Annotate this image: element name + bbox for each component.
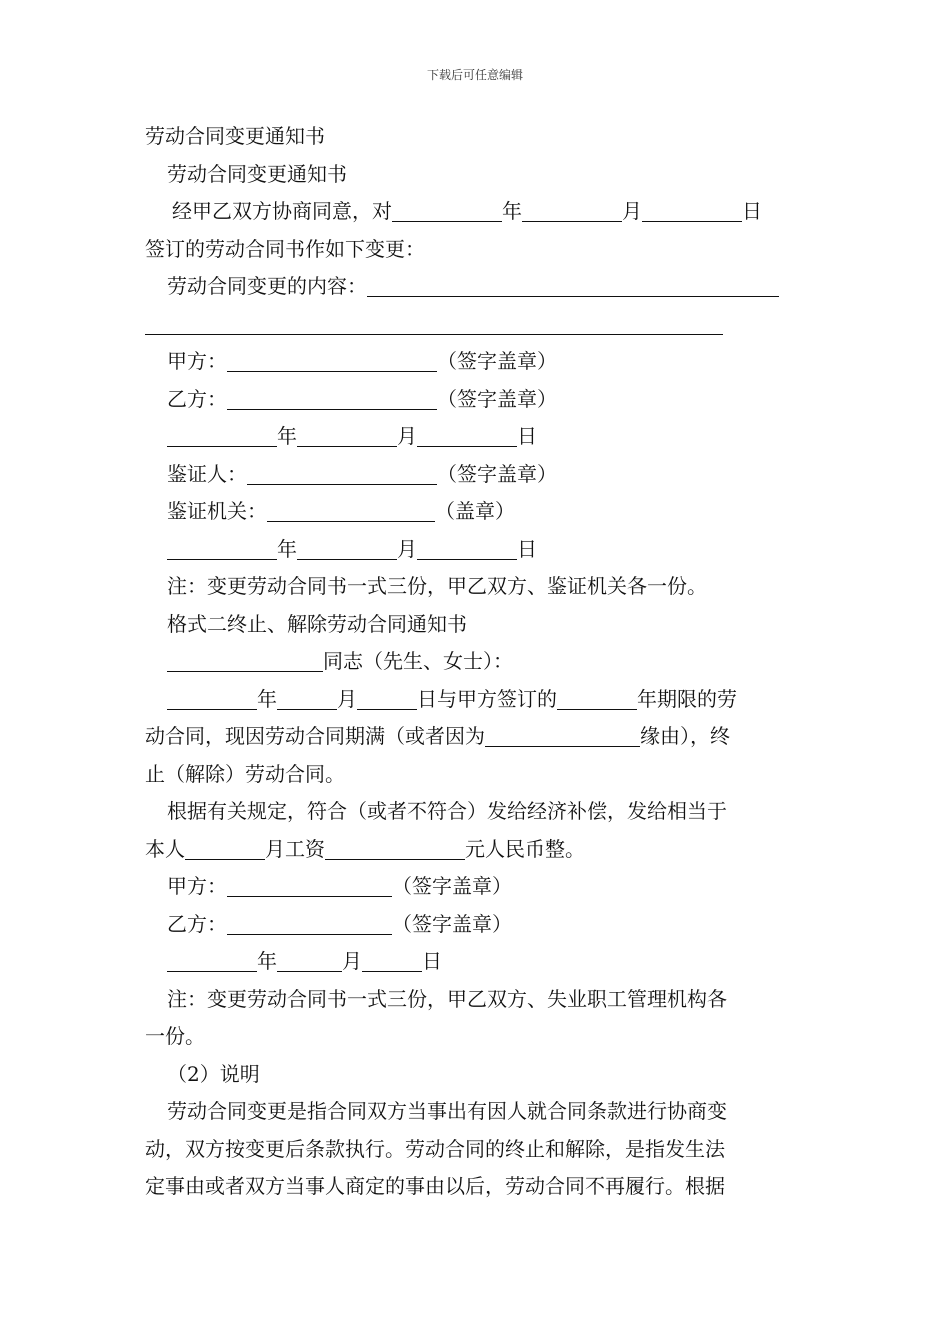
compensation-text-b: 月工资: [265, 836, 325, 861]
day-label: 日: [517, 424, 537, 448]
document-body: [145, 118, 810, 1206]
witness-label: 鉴证人：: [167, 461, 247, 486]
year-label: 年: [277, 424, 297, 448]
termination-line-3: 止（解除）劳动合同。: [145, 761, 345, 786]
year-blank[interactable]: [167, 424, 277, 447]
comrade-label: 同志（先生、女士）：: [323, 649, 513, 673]
witness-org-line: [145, 493, 810, 531]
sign-date-text: 日与甲方签订的: [417, 686, 557, 711]
year-label: 年: [257, 949, 277, 973]
sign-seal-label: （签字盖章）: [392, 874, 512, 898]
doc-title-1: 劳动合同变更通知书: [145, 124, 325, 148]
format2-title: 格式二终止、解除劳动合同通知书: [167, 611, 467, 636]
month-blank[interactable]: [297, 537, 397, 560]
witness-blank[interactable]: [247, 462, 437, 485]
explanation-title: （2）说明: [167, 1061, 260, 1086]
day-blank[interactable]: [642, 199, 742, 222]
year-label: 年: [257, 686, 277, 711]
witness-line: [145, 456, 810, 494]
year-blank[interactable]: [167, 949, 257, 972]
party-b-label: 乙方：: [167, 386, 227, 411]
change-content-blank-2[interactable]: [145, 312, 723, 335]
year-blank[interactable]: [392, 199, 502, 222]
note-1: 注：变更劳动合同书一式三份，甲乙双方、鉴证机关各一份。: [167, 574, 707, 598]
note-2-line-1: 注：变更劳动合同书一式三份，甲乙双方、失业职工管理机构各: [167, 986, 727, 1011]
day-blank[interactable]: [357, 687, 417, 710]
explanation-line-1: 劳动合同变更是指合同双方当事出有因人就合同条款进行协商变: [167, 1099, 727, 1123]
month-blank[interactable]: [297, 424, 397, 447]
year-label: 年: [502, 199, 522, 223]
party-b-blank[interactable]: [227, 387, 437, 410]
compensation-line-2: [145, 831, 810, 869]
reason-blank[interactable]: [485, 724, 640, 747]
day-blank[interactable]: [417, 424, 517, 447]
month-label: 月: [622, 199, 642, 223]
day-label: 日: [742, 199, 762, 223]
day-label: 日: [517, 536, 537, 561]
month-blank[interactable]: [277, 687, 337, 710]
change-content-line: [145, 268, 810, 306]
month-label: 月: [397, 424, 417, 448]
month-label: 月: [342, 949, 362, 973]
party-b-blank[interactable]: [227, 912, 392, 935]
change-content-line-2: [145, 306, 810, 344]
agreement-line: [145, 193, 810, 231]
sign-seal-label: （签字盖章）: [437, 386, 557, 411]
name-blank[interactable]: [167, 649, 323, 672]
seal-label: （盖章）: [435, 499, 515, 523]
sign-seal-label: （签字盖章）: [392, 911, 512, 936]
sign-seal-label: （签字盖章）: [437, 349, 557, 373]
doc-title-2: 劳动合同变更通知书: [167, 161, 347, 186]
date-line-2: [145, 531, 810, 569]
termination-line-1: [145, 681, 810, 719]
page-header-note: 下载后可任意编辑: [426, 68, 523, 82]
month-label: 月: [337, 686, 357, 711]
compensation-text-a: 本人: [145, 836, 185, 861]
term-blank[interactable]: [557, 687, 637, 710]
month-blank[interactable]: [522, 199, 622, 222]
explanation-line-3: 定事由或者双方当事人商定的事由以后，劳动合同不再履行。根据: [145, 1174, 725, 1198]
year-blank[interactable]: [167, 537, 277, 560]
amount-blank[interactable]: [325, 837, 465, 860]
comrade-line: [145, 643, 810, 681]
day-blank[interactable]: [362, 949, 422, 972]
party-a-label: 甲方：: [167, 874, 227, 898]
compensation-line-1: 根据有关规定，符合（或者不符合）发给经济补偿，发给相当于: [167, 799, 727, 823]
party-b-sign-line: [145, 381, 810, 419]
day-label: 日: [422, 949, 442, 973]
change-content-blank[interactable]: [367, 274, 779, 297]
months-blank[interactable]: [185, 837, 265, 860]
party-a-label: 甲方：: [167, 349, 227, 373]
agreement-text: 经甲乙双方协商同意，对: [172, 199, 392, 223]
date-line-1: [145, 418, 810, 456]
party-a-blank[interactable]: [227, 874, 392, 897]
party-a-sign-line-2: [145, 868, 810, 906]
witness-org-label: 鉴证机关：: [167, 499, 267, 523]
compensation-text-c: 元人民币整。: [465, 836, 585, 861]
party-a-sign-line: [145, 343, 810, 381]
agreement-line-2: 签订的劳动合同书作如下变更：: [145, 236, 425, 261]
month-label: 月: [397, 536, 417, 561]
sign-seal-label: （签字盖章）: [437, 461, 557, 486]
explanation-line-2: 动，双方按变更后条款执行。劳动合同的终止和解除，是指发生法: [145, 1136, 725, 1161]
day-blank[interactable]: [417, 537, 517, 560]
date-line-3: [145, 943, 810, 981]
party-b-label: 乙方：: [167, 911, 227, 936]
month-blank[interactable]: [277, 949, 342, 972]
party-a-blank[interactable]: [227, 349, 437, 372]
note-2-line-2: 一份。: [145, 1024, 205, 1048]
termination-text-a: 动合同，现因劳动合同期满（或者因为: [145, 724, 485, 748]
term-text: 年期限的劳: [637, 686, 737, 711]
change-content-label: 劳动合同变更的内容：: [167, 274, 367, 298]
year-blank[interactable]: [167, 687, 257, 710]
year-label: 年: [277, 536, 297, 561]
termination-line-2: [145, 718, 810, 756]
witness-org-blank[interactable]: [267, 499, 435, 522]
termination-text-b: 缘由），终: [640, 724, 730, 748]
party-b-sign-line-2: [145, 906, 810, 944]
